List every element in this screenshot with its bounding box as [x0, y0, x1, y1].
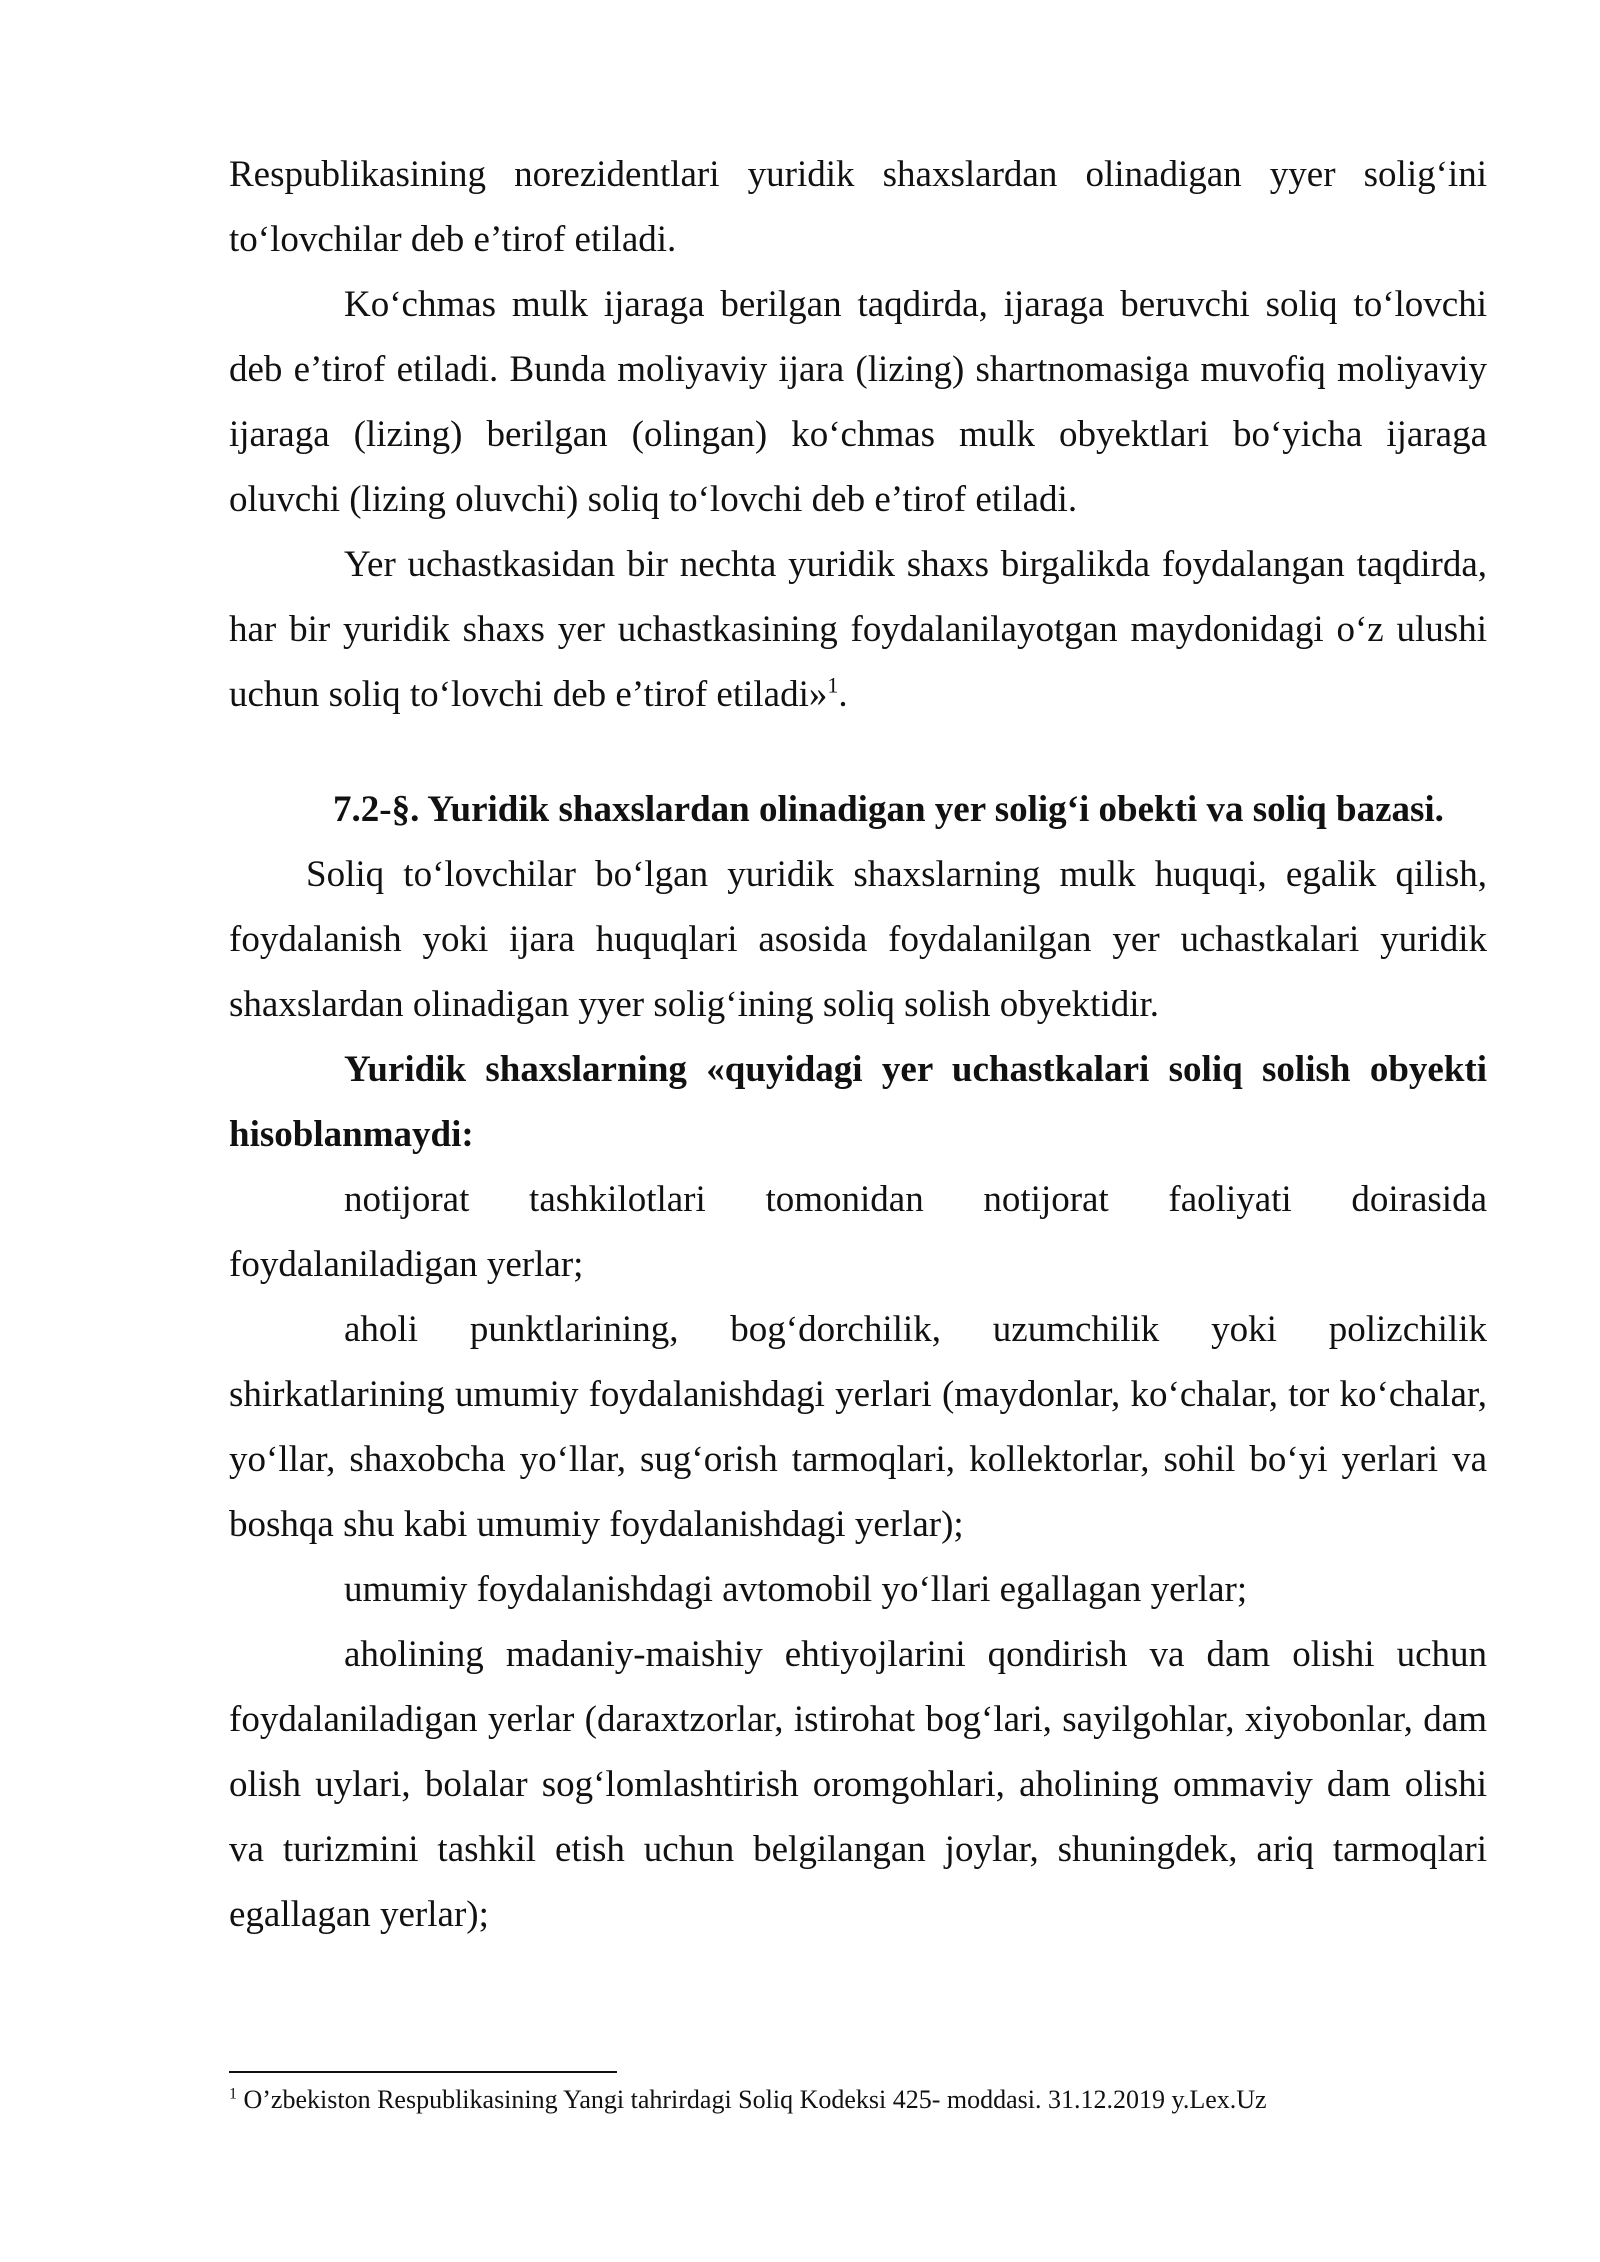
paragraph-leased-property: Ko‘chmas mulk ijaraga berilgan taqdirda, ijaraga beruvchi soliq to‘lovchi deb e’tirof etiladi. Bunda moliyaviy ijara (lizing) shartnomasiga muvofiq moliyaviy ijaraga (lizing) berilgan (olingan) ko‘chmas mulk obyektlari bo‘yicha ijaraga oluvchi (lizing oluvchi) soliq to‘lovchi deb e’tirof etiladi.: [229, 284, 1487, 520]
paragraph-shared-land-plot: [229, 532, 1487, 727]
list-item-public-use-lands: aholi punktlarining, bog‘dorchilik, uzumchilik yoki polizchilik shirkatlarining umumiy foydalanishdagi yerlari (maydonlar, ko‘chalar, tor ko‘chalar, yo‘llar, shaxobcha yo‘llar, sug‘orish tarmoqlari, kollektorlar, sohil bo‘yi yerlari va boshqa shu kabi umumiy foydalanishdagi yerlar);: [229, 1309, 1487, 1545]
footnote-reference[interactable]: 1: [827, 672, 839, 698]
section-heading: 7.2-§. Yuridik shaxslardan olinadigan yer solig‘i obekti va soliq bazasi.: [333, 789, 1444, 830]
list-item-recreation-lands: aholining madaniy-maishiy ehtiyojlarini qondirish va dam olishi uchun foydalaniladigan yerlar (daraxtzorlar, istirohat bog‘lari, sayilgohlar, xiyobonlar, dam olish uylari, bolalar sog‘lomlashtirish oromgohlari, aholining ommaviy dam olishi va turizmini tashkil etish uchun belgilangan joylar, shuningdek, ariq tarmoqlari egallagan yerlar);: [229, 1634, 1487, 1935]
paragraph-not-taxable-intro: Yuridik shaxslarning «quyidagi yer uchastkalari soliq solish obyekti hisoblanmaydi:: [229, 1049, 1487, 1155]
footnote-separator: [229, 2071, 617, 2073]
footnote-number: 1: [229, 2085, 237, 2103]
footnote: [229, 2083, 1487, 2117]
footnote-text: O’zbekiston Respublikasining Yangi tahrirdagi Soliq Kodeksi 425- moddasi. 31.12.2019 y.Lex.Uz: [237, 2085, 1267, 2114]
paragraph-taxpayers-nonresidents: Respublikasining norezidentlari yuridik shaxslardan olinadigan yyer solig‘ini to‘lovchilar deb e’tirof etiladi.: [229, 154, 1487, 260]
paragraph-end-period: .: [838, 674, 848, 715]
list-item-highway-lands: umumiy foydalanishdagi avtomobil yo‘llari egallagan yerlar;: [344, 1569, 1248, 1610]
paragraph-tax-object: Soliq to‘lovchilar bo‘lgan yuridik shaxslarning mulk huquqi, egalik qilish, foydalanish yoki ijara huquqlari asosida foydalanilgan yer uchastkalari yuridik shaxslardan olinadigan yyer solig‘ining soliq solish obyektidir.: [229, 854, 1487, 1025]
document-body: [229, 142, 1487, 1947]
list-item-nonprofit-lands: notijorat tashkilotlari tomonidan notijorat faoliyati doirasida foydalaniladigan yerlar;: [229, 1179, 1487, 1285]
paragraph-shared-land-plot-text: Yer uchastkasidan bir nechta yuridik shaxs birgalikda foydalangan taqdirda, har bir yuridik shaxs yer uchastkasining foydalanilayotgan maydonidagi o‘z ulushi uchun soliq to‘lovchi deb e’tirof etiladi»: [229, 544, 1487, 715]
